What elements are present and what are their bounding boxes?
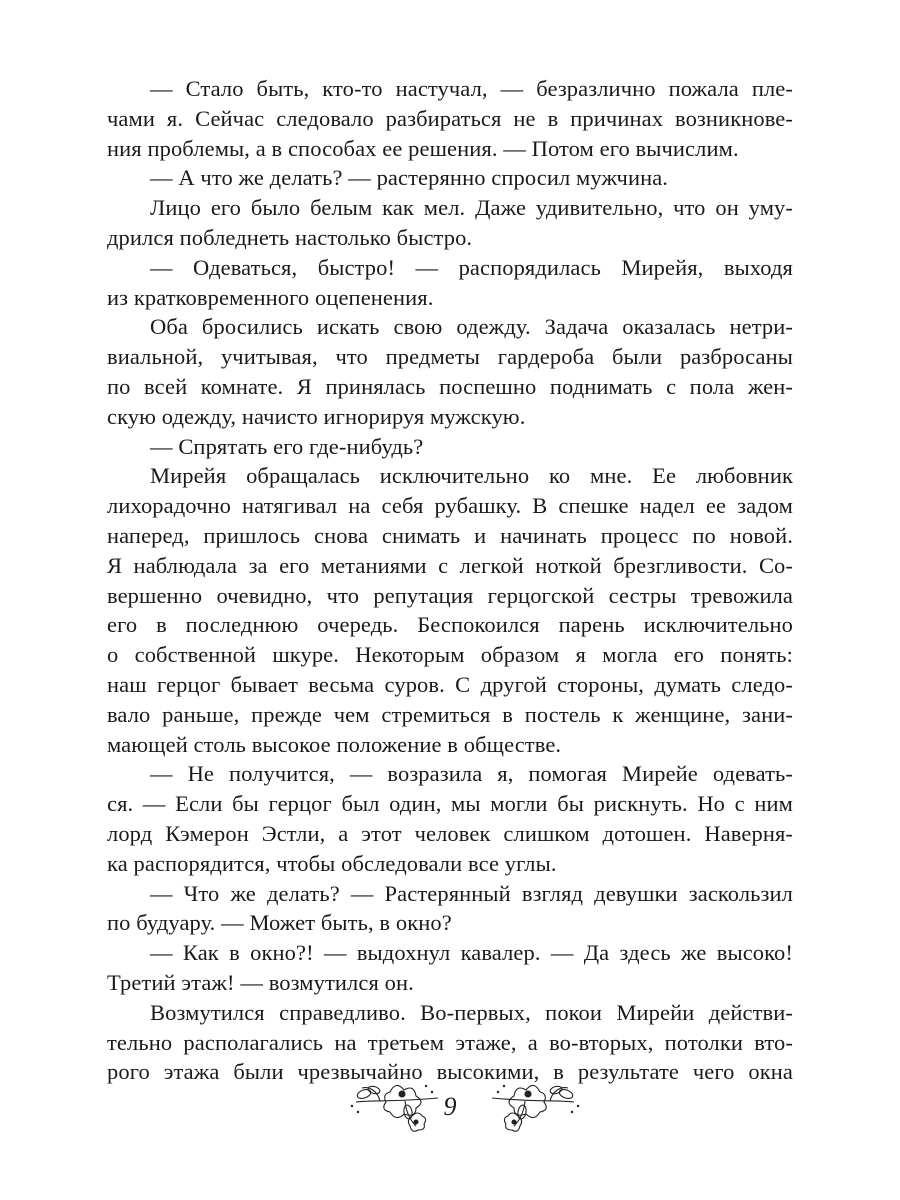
text-line: Лицо его было белым как мел. Даже удивительно, что он уму- [150,195,793,221]
text-line: — Как в окно?! — выдохнул кавалер. — Да здесь же высоко! [150,940,793,966]
text-line: по будуару. — Может быть, в окно? [107,910,452,936]
text-line: чами я. Сейчас следовало разбираться не в причинах возникнове- [107,105,793,131]
text-line: ся. — Если бы герцог был один, мы могли бы рискнуть. Но с ним [107,791,793,817]
text-line: вало раньше, прежде чем стремиться в постель к женщине, зани- [107,701,793,727]
text-line: Я наблюдала за его метаниями с легкой ноткой брезгливости. Со- [107,552,793,578]
text-line: Возмутился справедливо. Во-первых, покои Мирейи действи- [150,999,793,1025]
text-line: — Стало быть, кто-то настучал, — безразлично пожала пле- [150,76,793,101]
text-line: — Спрятать его где-нибудь? [150,433,424,459]
page-number: 9 [443,1092,457,1121]
body-text [107,74,793,1087]
text-line: рого этажа были чрезвычайно высокими, в результате чего окна [107,1059,793,1085]
text-line: вершенно очевидно, что репутация герцогской сестры тревожила [107,582,793,608]
text-line: лорд Кэмерон Эстли, а этот человек слишком дотошен. Наверня- [107,820,793,846]
page-footer [0,1072,900,1142]
text-line: — Не получится, — возразила я, помогая Мирейе одевать- [150,761,793,787]
text-line: — А что же делать? — растерянно спросил мужчина. [150,165,669,191]
text-line: по всей комнате. Я принялась поспешно поднимать с пола жен- [107,373,793,399]
text-line: Третий этаж! — возмутился он. [107,969,414,995]
magnolia-branch-icon [350,1072,440,1138]
text-line: о собственной шкуре. Некоторым образом я могла его понять: [107,642,793,668]
text-line: виальной, учитывая, что предметы гардероба были разбросаны [107,344,793,370]
text-line: тельно располагались на третьем этаже, а во-вторых, потолки вто- [107,1029,793,1055]
text-line: Мирейя обращалась исключительно ко мне. Ее любовник [150,463,793,489]
text-line: скую одежду, начисто игнорируя мужскую. [107,403,526,429]
text-line: его в последнюю очередь. Беспокоился парень исключительно [107,612,793,638]
text-line: Оба бросились искать свою одежду. Задача оказалась нетри- [150,314,793,340]
text-line: дрился побледнеть настолько быстро. [107,224,473,250]
text-line: наперед, пришлось снова снимать и начинать процесс по новой. [107,522,793,548]
magnolia-branch-icon [490,1072,580,1138]
text-line: — Одеваться, быстро! — распорядилась Мирейя, выходя [150,254,793,280]
text-line: лихорадочно натягивал на себя рубашку. В спешке надел ее задом [107,493,793,519]
text-line: наш герцог бывает весьма суров. С другой стороны, думать следо- [107,671,793,697]
text-line: ния проблемы, а в способах ее решения. — Потом его вычислим. [107,135,739,161]
text-line: — Что же делать? — Растерянный взгляд девушки заскользил [150,880,793,906]
text-line: мающей столь высокое положение в обществе. [107,731,562,757]
text-line: из кратковременного оцепенения. [107,284,434,310]
text-line: ка распорядится, чтобы обследовали все углы. [107,850,557,876]
